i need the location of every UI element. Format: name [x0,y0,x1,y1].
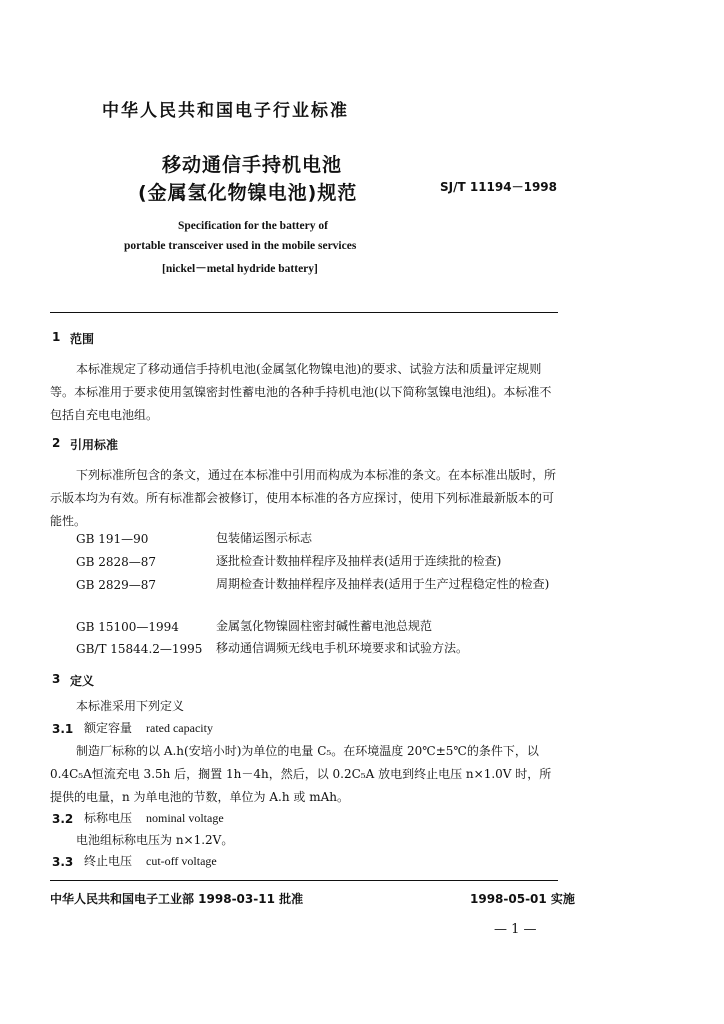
definition-3-2-english: nominal voltage [146,811,224,825]
ref-code: GB 2828—87 [76,555,157,569]
english-title-line-3: [nickel－metal hydride battery] [162,263,318,275]
section-3-intro: 本标准采用下列定义 [76,699,185,713]
ref-code: GB 191—90 [76,532,149,546]
section-1-number: 1 [52,330,61,344]
section-2-text: 下列标准所包含的条文，通过在本标准中引用而构成为本标准的条文。在本标准出版时，所示版本均为有效。所有标准都会被修订，使用本标准的各方应探讨，使用下列标准最新版本的可能性。 [50,468,557,528]
section-1-title: 范围 [70,332,95,346]
page-number: — 1 — [494,922,537,937]
ref-code: GB 2829—87 [76,578,157,592]
approval-note: 中华人民共和国电子工业部 1998-03-11 批准 [50,892,304,906]
definition-3-1-english: rated capacity [146,721,213,735]
ref-title: 周期检查计数抽样程序及抽样表(适用于生产过程稳定性的检查) [216,577,550,591]
ref-title: 包装储运图示标志 [216,531,313,545]
section-1-text: 本标准规定了移动通信手持机电池(金属氢化物镍电池)的要求、试验方法和质量评定规则等。本标准用于要求使用氢镍密封性蓄电池的各种手持机电池(以下简称氢镍电池组)。本标准不包括自充电电池组。 [50,362,552,422]
title-line-1: 移动通信手持机电池 [162,154,343,176]
footer-divider [50,880,558,881]
definition-3-3-term: 终止电压 [84,854,133,868]
effective-date: 1998-05-01 实施 [470,892,575,906]
definition-3-1-text: 制造厂标称的以 A.h(安培小时)为单位的电量 C₅。在环境温度 20℃±5℃的条件下，以 0.4C₅A恒流充电 3.5h 后，搁置 1h－4h，然后，以 0.2C₅A 放电到终止电压 n×1.0V 时，所提供的电量，n 为单电池的节数，单位为 A.h 或 mAh。 [50,744,552,804]
ref-code: GB 15100—1994 [76,620,179,634]
english-title-line-1: Specification for the battery of [178,220,328,232]
definition-3-3-number: 3.3 [52,855,74,869]
english-title-line-2: portable transceiver used in the mobile services [124,240,357,252]
standard-code: SJ/T 11194－1998 [440,180,558,194]
section-3-title: 定义 [70,674,95,688]
definition-3-1-term: 额定容量 [84,721,133,735]
title-line-2: (金属氢化物镍电池)规范 [138,182,358,204]
definition-3-2-term: 标称电压 [84,811,133,825]
section-2-number: 2 [52,436,61,450]
section-2-title: 引用标准 [70,438,119,452]
definition-3-1-number: 3.1 [52,722,74,736]
ref-title: 金属氢化物镍圆柱密封碱性蓄电池总规范 [216,619,433,633]
definition-3-3-english: cut-off voltage [146,854,217,868]
header-divider [50,312,558,313]
ref-title: 移动通信调频无线电手机环境要求和试验方法。 [216,641,469,655]
section-3-number: 3 [52,672,61,686]
ref-code: GB/T 15844.2—1995 [76,642,203,656]
definition-3-2-text: 电池组标称电压为 n×1.2V。 [76,833,234,847]
issuing-organization: 中华人民共和国电子行业标准 [102,101,349,121]
definition-3-2-number: 3.2 [52,812,74,826]
ref-title: 逐批检查计数抽样程序及抽样表(适用于连续批的检查) [216,554,502,568]
